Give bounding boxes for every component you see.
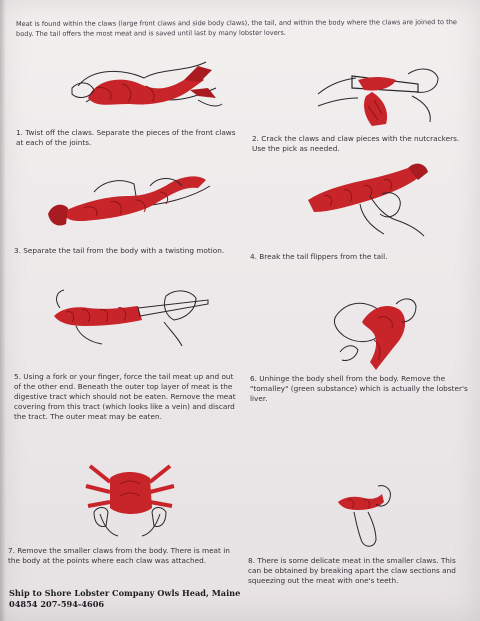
step-2-caption: 2. Crack the claws and claw pieces with the nutcrackers. Use the pick as needed.: [252, 134, 460, 153]
paper-fold-shadow: [0, 0, 6, 621]
company-address: 04854 207-594-4606: [9, 599, 105, 609]
step-8-caption: 8. There is some delicate meat in the smaller claws. This can be obtained by breaking apart the claw sections and squeezing out the meat with one's teeth.: [248, 556, 456, 585]
step-4-caption: 4. Break the tail flippers from the tail.: [250, 252, 388, 261]
illustration-twist-claws: [66, 58, 226, 124]
illustration-separate-tail: [44, 166, 214, 236]
illustration-break-flippers: [300, 160, 430, 238]
step-5-caption: 5. Using a fork or your finger, force the tail meat up and out of the other end. Beneath the outer top layer of meat is the digestive tract which should not be eaten. Remove the meat covering from this tract (which looks like a vein) and discard the tract. The outer meat may be eaten.: [14, 372, 236, 421]
illustration-push-tail-meat: [46, 286, 212, 346]
company-name: Ship to Shore Lobster Company Owls Head, Maine: [9, 588, 241, 598]
illustration-squeeze-claw-meat: [324, 478, 394, 548]
illustration-remove-small-claws: [80, 452, 180, 538]
step-1-caption: 1. Twist off the claws. Separate the pieces of the front claws at each of the joints.: [16, 128, 236, 147]
step-7-caption: 7. Remove the smaller claws from the body. There is meat in the body at the points where each claw was attached.: [8, 546, 230, 565]
illustration-crack-claws: [312, 54, 444, 126]
illustration-unhinge-shell: [326, 292, 418, 372]
step-6-caption: 6. Unhinge the body shell from the body. Remove the "tomalley" (green substance) which is actually the lobster's liver.: [250, 374, 468, 403]
intro-text: Meat is found within the claws (large front claws and side body claws), the tail, and within the body where the claws are joined to the body. The tail offers the most meat and is saved until last by many lobster lovers.: [15, 17, 457, 38]
company-footer: [9, 588, 240, 610]
step-3-caption: 3. Separate the tail from the body with a twisting motion.: [14, 246, 225, 255]
